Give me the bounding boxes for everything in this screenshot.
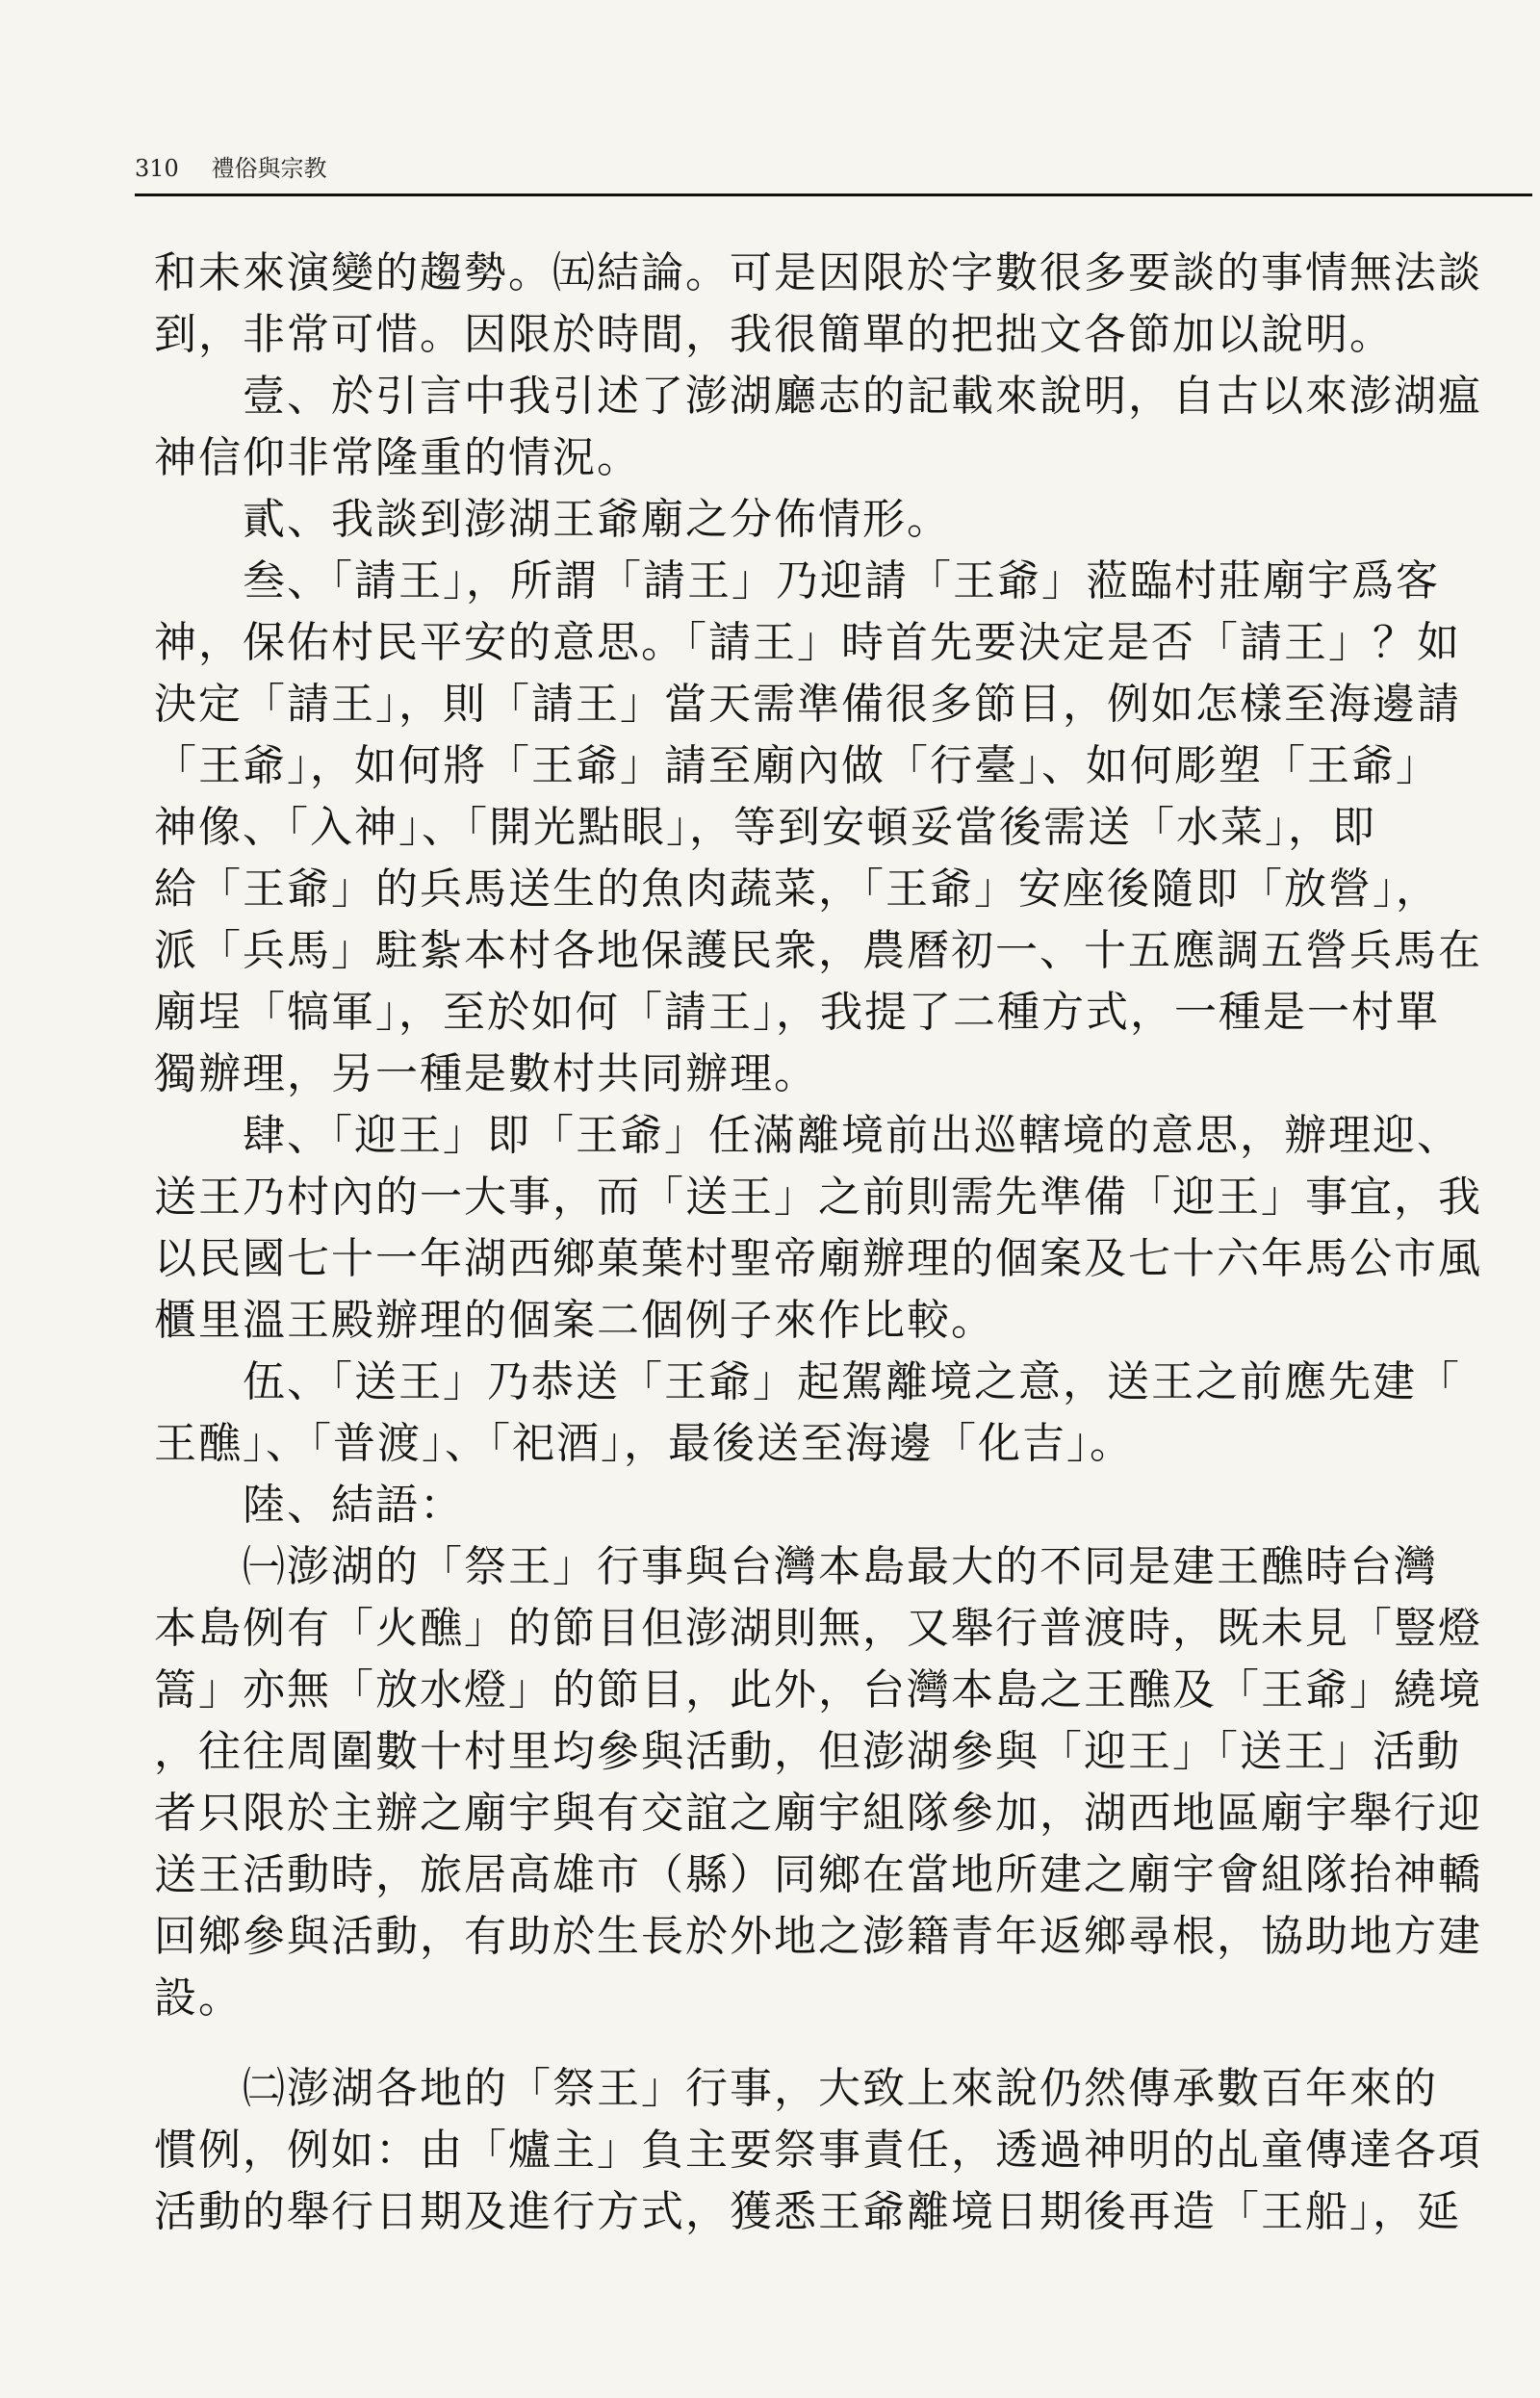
header-rule [135, 193, 1532, 196]
text-line: 櫃里溫王殿辦理的個案二個例子來作比較。 [154, 1296, 995, 1345]
text-line: 決定「請王」，則「請王」當天需準備很多節目，例如怎樣至海邊請 [154, 680, 1461, 729]
text-line: 回鄉參與活動，有助於生長於外地之澎籍青年返鄉尋根，協助地方建 [154, 1912, 1482, 1961]
text-line: ㈠澎湖的「祭王」行事與台灣本島最大的不同是建王醮時台灣 [243, 1542, 1438, 1591]
text-line: 設。 [154, 1973, 243, 2023]
text-line: 貳、我談到澎湖王爺廟之分佈情形。 [243, 495, 951, 544]
text-line: 和未來演變的趨勢。㈤結論。可是因限於字數很多要談的事情無法談 [154, 248, 1482, 297]
paragraph-gap [154, 2029, 1528, 2058]
text-line: 慣例，例如：由「爐主」負主要祭事責任，透過神明的乩童傳達各項 [154, 2126, 1482, 2175]
text-line: 送王乃村內的一大事，而「送王」之前則需先準備「迎王」事宜，我 [154, 1173, 1482, 1222]
text-line: 王醮」、「普渡」、「祀酒」，最後送至海邊「化吉」。 [154, 1419, 1134, 1468]
text-line: 神信仰非常隆重的情況。 [154, 433, 641, 482]
text-line: 神像、「入神」、「開光點眼」，等到安頓妥當後需送「水菜」，即 [154, 803, 1376, 852]
text-line: 者只限於主辦之廟宇與有交誼之廟宇組隊參加，湖西地區廟宇舉行迎 [154, 1789, 1482, 1838]
text-line: 到，非常可惜。因限於時間，我很簡單的把拙文各節加以說明。 [154, 310, 1394, 359]
text-line: 派「兵馬」駐紮本村各地保護民衆，農曆初一、十五應調五營兵馬在 [154, 926, 1482, 975]
text-line: 本島例有「火醮」的節目但澎湖則無，又舉行普渡時，既未見「豎燈 [154, 1604, 1482, 1653]
text-line: 叁、「請王」，所謂「請王」乃迎請「王爺」蒞臨村莊廟宇爲客 [243, 556, 1440, 606]
page-number: 310 [135, 155, 179, 182]
text-line: 給「王爺」的兵馬送生的魚肉蔬菜，「王爺」安座後隨即「放營」， [154, 864, 1440, 914]
text-line: 壹、於引言中我引述了澎湖廳志的記載來說明，自古以來澎湖瘟 [243, 372, 1482, 421]
text-line: 「王爺」，如何將「王爺」請至廟內做「行臺」、如何彫塑「王爺」 [154, 741, 1440, 790]
running-header [135, 149, 326, 183]
text-line: 送王活動時，旅居高雄市（縣）同鄉在當地所建之廟宇會組隊抬神轎 [154, 1850, 1482, 1899]
text-line: 神，保佑村民平安的意思。「請王」時首先要決定是否「請王」？如 [154, 618, 1461, 667]
text-line: 肆、「迎王」即「王爺」任滿離境前出巡轄境的意思，辦理迎、 [243, 1111, 1461, 1160]
text-line: 活動的舉行日期及進行方式，獲悉王爺離境日期後再造「王船」，延 [154, 2187, 1461, 2236]
text-line: ，往往周圍數十村里均參與活動，但澎湖參與「迎王」「送王」活動 [154, 1727, 1461, 1776]
text-line: 廟埕「犒軍」，至於如何「請王」，我提了二種方式，一種是一村單 [154, 988, 1440, 1037]
text-line: 伍、「送王」乃恭送「王爺」起駕離境之意，送王之前應先建「 [243, 1357, 1461, 1406]
text-line: 篙」亦無「放水燈」的節目，此外，台灣本島之王醮及「王爺」繞境 [154, 1665, 1482, 1715]
body-text [154, 243, 1528, 2243]
running-title: 禮俗與宗教 [211, 155, 327, 182]
text-line: 獨辦理，另一種是數村共同辦理。 [154, 1049, 818, 1098]
text-line: 以民國七十一年湖西鄉菓葉村聖帝廟辦理的個案及七十六年馬公市風 [154, 1234, 1482, 1283]
text-line: ㈡澎湖各地的「祭王」行事，大致上來說仍然傳承數百年來的 [243, 2064, 1438, 2113]
text-line: 陸、結語： [243, 1481, 464, 1530]
